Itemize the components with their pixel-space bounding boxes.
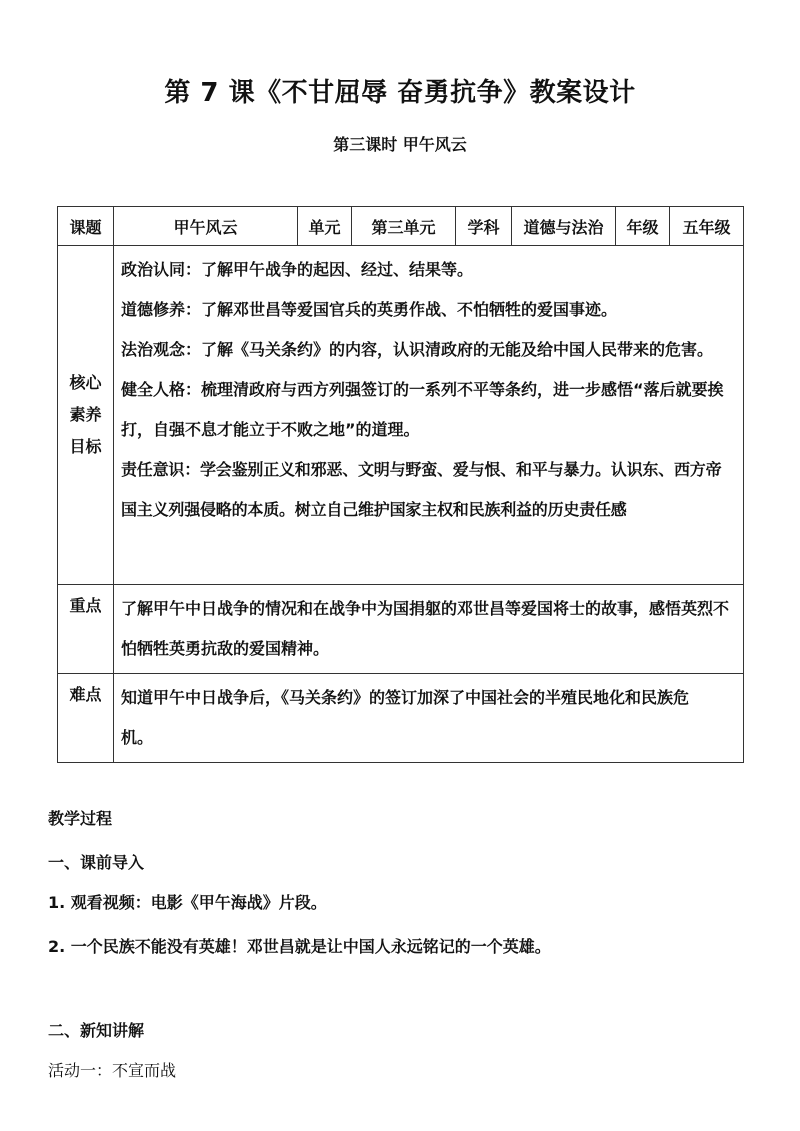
grade-label: 年级	[616, 207, 670, 246]
key-point-label: 重点	[58, 585, 114, 674]
goals-content-cell	[114, 246, 744, 585]
page-subtitle: 第三课时 甲午风云	[333, 135, 467, 154]
process-heading: 教学过程	[48, 809, 113, 828]
grade-value: 五年级	[670, 207, 744, 246]
difficulty-paragraph: 知道甲午中日战争后，《马关条约》的签订加深了中国社会的半殖民地化和民族危机。	[121, 688, 690, 747]
difficulty-label: 难点	[58, 674, 114, 763]
section-new-knowledge-heading: 二、新知讲解	[48, 1021, 145, 1040]
topic-value: 甲午风云	[114, 207, 298, 246]
key-point-text	[114, 585, 744, 674]
goal-responsibility: 责任意识：学会鉴别正义和邪恶、文明与野蛮、爱与恨、和平与暴力。认识东、西方帝国主义列强侵略的本质。树立自己维护国家主权和民族利益的历史责任感	[121, 460, 722, 519]
goals-row	[58, 246, 744, 585]
goal-sound-personality: 健全人格：梳理清政府与西方列强签订的一系列不平等条约，进一步感悟“落后就要挨打，自强不息才能立于不败之地”的道理。	[121, 380, 724, 439]
goal-political-identity: 政治认同：了解甲午战争的起因、经过、结果等。	[121, 260, 474, 279]
lesson-info-table	[57, 206, 744, 763]
subject-label: 学科	[456, 207, 512, 246]
difficulty-row	[58, 674, 744, 763]
subject-value: 道德与法治	[512, 207, 616, 246]
key-point-row	[58, 585, 744, 674]
goals-label-line: 素养	[69, 405, 102, 424]
goals-label-cell	[58, 246, 114, 585]
goal-rule-of-law: 法治观念：了解《马关条约》的内容，认识清政府的无能及给中国人民带来的危害。	[121, 340, 714, 359]
activity-1-title: 活动一：不宣而战	[48, 1061, 177, 1080]
page-title: 第 7 课《不甘屈辱 奋勇抗争》教案设计	[164, 78, 636, 108]
unit-value: 第三单元	[352, 207, 456, 246]
goal-moral-cultivation: 道德修养：了解邓世昌等爱国官兵的英勇作战、不怕牺牲的爱国事迹。	[121, 300, 618, 319]
section-intro-heading: 一、课前导入	[48, 853, 145, 872]
intro-step-2: 2. 一个民族不能没有英雄！邓世昌就是让中国人永远铭记的一个英雄。	[48, 937, 551, 956]
table-header-row	[58, 207, 744, 246]
key-point-paragraph: 了解甲午中日战争的情况和在战争中为国捐躯的邓世昌等爱国将士的故事，感悟英烈不怕牺牲英勇抗敌的爱国精神。	[121, 599, 730, 658]
goals-label-line: 目标	[69, 437, 102, 456]
topic-label: 课题	[58, 207, 114, 246]
goals-label-line: 核心	[69, 373, 102, 392]
difficulty-text	[114, 674, 744, 763]
unit-label: 单元	[298, 207, 352, 246]
intro-step-1: 1. 观看视频：电影《甲午海战》片段。	[48, 893, 327, 912]
